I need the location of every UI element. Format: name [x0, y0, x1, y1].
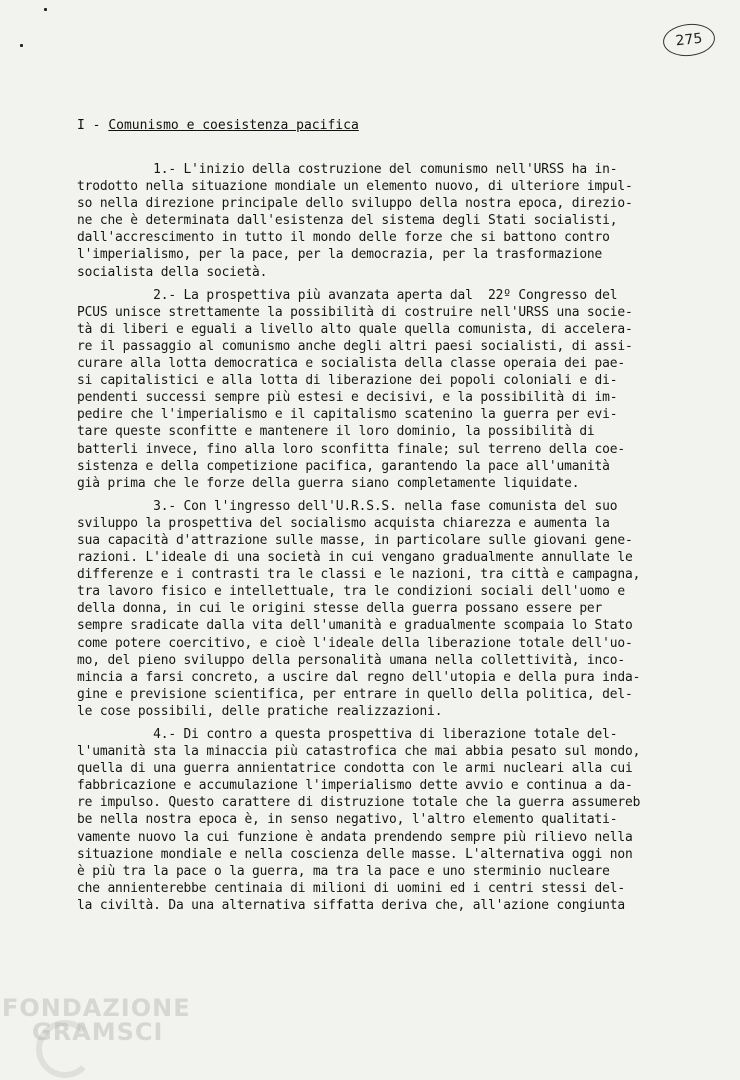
paragraph-2: [77, 287, 721, 492]
text-line: dall'accrescimento in tutto il mondo delle forze che si battono contro: [77, 230, 610, 246]
text-line: che annienterebbe centinaia di milioni di uomini ed i centri stessi del-: [77, 880, 625, 896]
text-line: situazione mondiale e nella coscienza delle masse. L'alternativa oggi non: [77, 846, 633, 862]
section-heading: [77, 118, 677, 133]
text-line: le cose possibili, delle pratiche realizzazioni.: [77, 703, 443, 719]
watermark-line-1: FONDAZIONE: [2, 994, 191, 1022]
speck-mark: [20, 44, 23, 47]
text-line: mincia a farsi concreto, a uscire dal regno dell'utopia e della pura inda-: [77, 669, 641, 685]
text-line: sempre sradicate dalla vita dell'umanità e gradualmente scompaia lo Stato: [77, 618, 633, 634]
page-number-stamp: 275: [661, 21, 716, 58]
text-line: pedire che l'imperialismo e il capitalismo scatenino la guerra per evi-: [77, 407, 618, 423]
text-line: so nella direzione principale dello sviluppo della nostra epoca, direzio-: [77, 196, 633, 212]
text-line: quella di una guerra annientatrice condotta con le armi nucleari alla cui: [77, 761, 633, 777]
heading-title: Comunismo e coesistenza pacifica: [108, 118, 359, 133]
text-line: be nella nostra epoca è, in senso negativo, l'altro elemento qualitati-: [77, 812, 618, 828]
text-line: curare alla lotta democratica e socialista della classe operaia dei pae-: [77, 356, 625, 372]
text-line: 4.- Di contro a questa prospettiva di liberazione totale del-: [77, 727, 618, 742]
paragraph-4: [77, 726, 721, 914]
text-line: gine e previsione scientifica, per entrare in quello della politica, del-: [77, 686, 633, 702]
speck-mark: [44, 8, 47, 11]
text-line: PCUS unisce strettamente la possibilità di costruire nell'URSS una socie-: [77, 304, 633, 320]
text-line: pendenti successi sempre più estesi e decisivi, e la possibilità di im-: [77, 390, 618, 406]
text-line: 2.- La prospettiva più avanzata aperta dal 22º Congresso del: [77, 287, 618, 303]
text-line: sviluppo la prospettiva del socialismo acquista chiarezza e aumenta la: [77, 515, 610, 531]
text-line: l'imperialismo, per la pace, per la democrazia, per la trasformazione: [77, 247, 603, 263]
watermark-line-2: GRAMSCI: [32, 1018, 164, 1046]
text-line: tà di liberi e eguali a livello alto quale quella comunista, di accelera-: [77, 321, 633, 337]
text-line: socialista della società.: [77, 264, 268, 280]
text-line: sistenza e della competizione pacifica, garantendo la pace all'umanità: [77, 458, 610, 474]
text-line: trodotto nella situazione mondiale un elemento nuovo, di ulteriore impul-: [77, 179, 633, 195]
watermark: [2, 996, 191, 1044]
text-line: re impulso. Questo carattere di distruzione totale che la guerra assumereb: [77, 795, 641, 811]
text-line: tare queste sconfitte e mantenere il loro dominio, la possibilità di: [77, 424, 595, 440]
text-line: si capitalistici e alla lotta di liberazione dei popoli coloniali e di-: [77, 373, 618, 389]
text-line: 3.- Con l'ingresso dell'U.R.S.S. nella fase comunista del suo: [77, 498, 618, 514]
heading-prefix: I -: [77, 118, 109, 133]
text-line: fabbricazione e accumulazione l'imperialismo dette avvio e continua a da-: [77, 778, 633, 794]
text-line: ne che è determinata dall'esistenza del sistema degli Stati socialisti,: [77, 213, 618, 229]
text-line: differenze e i contrasti tra le classi e le nazioni, tra città e campagna,: [77, 567, 641, 583]
paragraph-1: [77, 161, 721, 281]
text-line: tra lavoro fisico e intellettuale, tra le condizioni sociali dell'uomo e: [77, 584, 625, 600]
paragraph-3: [77, 498, 721, 720]
text-line: l'umanità sta la minaccia più catastrofica che mai abbia pesato sul mondo,: [77, 744, 641, 760]
text-line: come potere coercitivo, e cioè l'ideale della liberazione totale dell'uo-: [77, 635, 633, 651]
text-line: mo, del pieno sviluppo della personalità umana nella collettività, inco-: [77, 652, 625, 668]
body-text: [77, 161, 721, 920]
text-line: già prima che le forze della guerra siano completamente liquidate.: [77, 475, 580, 491]
text-line: della donna, in cui le origini stesse della guerra possano essere per: [77, 601, 603, 617]
text-line: la civiltà. Da una alternativa siffatta deriva che, all'azione congiunta: [77, 897, 625, 913]
text-line: razioni. L'ideale di una società in cui vengano gradualmente annullate le: [77, 550, 633, 566]
text-line: batterli invece, fino alla loro sconfitta finale; sul terreno della coe-: [77, 441, 625, 457]
text-line: sua capacità d'attrazione sulle masse, in particolare sulle giovani gene-: [77, 532, 633, 548]
text-line: 1.- L'inizio della costruzione del comunismo nell'URSS ha in-: [77, 162, 618, 177]
text-line: è più tra la pace o la guerra, ma tra la pace e uno sterminio nucleare: [77, 863, 610, 879]
text-line: re il passaggio al comunismo anche degli altri paesi socialisti, di assi-: [77, 338, 633, 354]
text-line: vamente nuovo la cui funzione è andata prendendo sempre più rilievo nella: [77, 829, 633, 845]
